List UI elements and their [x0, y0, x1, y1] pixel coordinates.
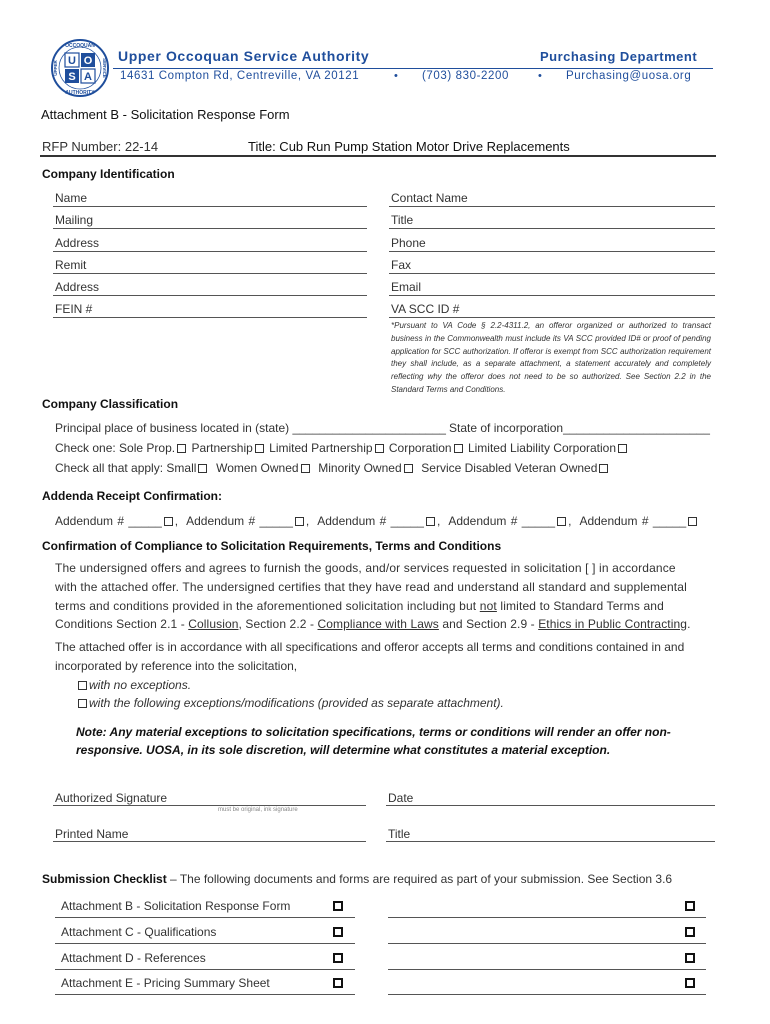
fax-label: Fax	[391, 258, 412, 272]
addendum-2[interactable]: Addendum # _____	[186, 514, 293, 528]
p1-line4-d: .	[687, 617, 691, 631]
logo-ring-left: UPPER	[53, 60, 58, 76]
sdvo-checkbox[interactable]	[599, 464, 608, 473]
option-sdvo: Service Disabled Veteran Owned	[421, 461, 598, 475]
mailing-label: Mailing	[55, 213, 94, 227]
checklist-item-2-rule	[55, 943, 355, 944]
checklist-item-3-checkbox[interactable]	[333, 953, 343, 963]
p1-line4-a: Conditions Section 2.1 -	[55, 617, 189, 631]
women-owned-checkbox[interactable]	[301, 464, 310, 473]
checklist-extra-3-field[interactable]	[388, 969, 706, 970]
title-label: Title	[391, 213, 414, 227]
checklist-item-2: Attachment C - Qualifications	[61, 925, 217, 939]
compliance-p1-line3	[55, 599, 664, 613]
checklist-item-3: Attachment D - References	[61, 951, 206, 965]
check-all-label: Check all that apply:	[55, 461, 164, 475]
checklist-item-2-checkbox[interactable]	[333, 927, 343, 937]
fein-field[interactable]	[53, 317, 367, 318]
name-label: Name	[55, 191, 88, 205]
p1-line4-b: , Section 2.2 -	[238, 617, 318, 631]
logo-letter-a: A	[84, 71, 92, 83]
checklist-extra-4-field[interactable]	[388, 994, 706, 995]
bullet-2: •	[538, 70, 542, 82]
addendum-5-checkbox[interactable]	[688, 517, 697, 526]
addendum-5[interactable]: Addendum # _____	[579, 514, 687, 528]
check-all-row	[55, 461, 610, 475]
mailing-address-label: Address	[55, 236, 100, 250]
classification-heading: Company Classification	[42, 397, 179, 411]
remit-field[interactable]	[53, 273, 367, 274]
form-title: Attachment B - Solicitation Response Form	[41, 107, 290, 122]
collusion-link[interactable]: Collusion	[188, 617, 239, 631]
authorized-signature-label: Authorized Signature	[55, 791, 168, 805]
addendum-4-checkbox[interactable]	[557, 517, 566, 526]
address: 14631 Compton Rd, Centreville, VA 20121	[120, 70, 360, 82]
authorized-signature-field[interactable]	[53, 805, 366, 806]
phone-label: Phone	[391, 236, 426, 250]
signature-hint: must be original, ink signature	[218, 807, 298, 813]
remit-address-label: Address	[55, 280, 100, 294]
no-exceptions-label: with no exceptions.	[89, 678, 192, 692]
option-sole-prop: Sole Prop.	[119, 441, 176, 455]
rfp-title: Title: Cub Run Pump Station Motor Drive Replacements	[248, 139, 570, 154]
mailing-field[interactable]	[53, 228, 367, 229]
check-one-label: Check one:	[55, 441, 116, 455]
addendum-4[interactable]: Addendum # _____	[448, 514, 556, 528]
scc-note: *Pursuant to VA Code § 2.2-4311.2, an offeror organized or authorized to transact business in the Commonwealth must include its VA SCC provided ID# or proof of pending application for SCC authorization. If offeror is exempt from SCC authorization requirement they shall include, as a separate attachment, a statement accurately and completely reflecting why the offeror does not need to be so authorized. See Section 2.2 in the Standard Terms and Conditions.	[391, 321, 711, 394]
contact-name-field[interactable]	[389, 206, 715, 207]
name-field[interactable]	[53, 206, 367, 207]
logo-ring-bottom: AUTHORITY	[65, 90, 95, 96]
checklist-extra-1-field[interactable]	[388, 917, 706, 918]
addendum-1[interactable]: Addendum # _____	[55, 514, 162, 528]
date-field[interactable]	[386, 805, 715, 806]
with-exceptions-label: with the following exceptions/modifications (provided as separate attachment).	[89, 696, 504, 710]
compliance-with-laws-link[interactable]: Compliance with Laws	[317, 617, 439, 631]
logo-ring-top: OCCOQUAN	[65, 43, 95, 49]
va-scc-label: VA SCC ID #	[391, 302, 460, 316]
uosa-logo	[50, 38, 110, 98]
email-label: Email	[391, 280, 422, 294]
va-scc-field[interactable]	[389, 317, 715, 318]
corporation-checkbox[interactable]	[454, 444, 463, 453]
option-limited-partnership: Limited Partnership	[269, 441, 373, 455]
checklist-item-4-rule	[55, 994, 355, 995]
note-line2: responsive. UOSA, in its sole discretion, will determine what constitutes a material exception.	[76, 743, 611, 757]
option-corporation: Corporation	[388, 441, 452, 455]
remit-address-field[interactable]	[53, 295, 367, 296]
mailing-address-field[interactable]	[53, 251, 367, 252]
note-line1: Note: Any material exceptions to solicitation specifications, terms or conditions will render an offer non-	[76, 725, 671, 739]
compliance-p1-line1: The undersigned offers and agrees to furnish the goods, and/or services requested in solicitation [ ] in accordance	[55, 561, 676, 575]
addenda-row: Addendum # _____ , Addendum # _____ , Addendum # _____ , Addendum # _____ , Addendum # _____	[55, 514, 699, 528]
compliance-p1-line4	[55, 617, 691, 631]
signature-title-field[interactable]	[386, 841, 715, 842]
not-underlined: not	[479, 599, 497, 613]
exception-option-2	[76, 696, 504, 710]
checklist-description: – The following documents and forms are required as part of your submission. See Section 3.6	[166, 872, 673, 886]
llc-checkbox[interactable]	[618, 444, 627, 453]
logo-ring-right: SERVICE	[102, 58, 107, 78]
addendum-2-checkbox[interactable]	[295, 517, 304, 526]
checklist-item-1-rule	[55, 917, 355, 918]
bullet-1: •	[394, 70, 398, 82]
checklist-extra-2-field[interactable]	[388, 943, 706, 944]
minority-owned-checkbox[interactable]	[404, 464, 413, 473]
logo-letter-o: O	[83, 55, 93, 67]
contact-name-label: Contact Name	[391, 191, 468, 205]
small-checkbox[interactable]	[198, 464, 207, 473]
checklist-extra-4-checkbox[interactable]	[685, 978, 695, 988]
ethics-link[interactable]: Ethics in Public Contracting	[538, 617, 688, 631]
phone-field[interactable]	[389, 251, 715, 252]
option-llc: Limited Liability Corporation	[467, 441, 617, 455]
remit-label: Remit	[55, 258, 87, 272]
org-name: Upper Occoquan Service Authority	[118, 48, 370, 64]
compliance-heading: Confirmation of Compliance to Solicitation Requirements, Terms and Conditions	[42, 539, 502, 553]
option-partnership: Partnership	[191, 441, 253, 455]
checklist-extra-3-checkbox[interactable]	[685, 953, 695, 963]
title-field[interactable]	[389, 228, 715, 229]
option-minority-owned: Minority Owned	[318, 461, 402, 475]
limited-partnership-checkbox[interactable]	[375, 444, 384, 453]
option-women-owned: Women Owned	[216, 461, 299, 475]
option-small: Small	[166, 461, 197, 475]
department-name: Purchasing Department	[540, 49, 698, 64]
email-link[interactable]: Purchasing@uosa.org	[566, 70, 692, 82]
printed-name-label: Printed Name	[55, 827, 129, 841]
compliance-p1-line2: with the attached offer. The undersigned certifies that they have read and understand all standard and supplemental	[55, 580, 687, 594]
compliance-p2-line2: incorporated by reference into the solicitation,	[55, 659, 298, 673]
checklist-heading: Submission Checklist	[42, 872, 167, 886]
p1-line3-b: limited to Standard Terms and	[496, 599, 664, 613]
exception-option-1	[76, 678, 191, 692]
sole-prop-checkbox[interactable]	[177, 444, 186, 453]
checklist-item-1-checkbox[interactable]	[333, 901, 343, 911]
rfp-rule	[40, 155, 716, 157]
fax-field[interactable]	[389, 273, 715, 274]
addendum-3[interactable]: Addendum # _____	[317, 514, 424, 528]
phone: (703) 830-2200	[422, 70, 510, 82]
check-one-row	[55, 441, 629, 455]
addendum-1-checkbox[interactable]	[164, 517, 173, 526]
signature-title-label: Title	[388, 827, 411, 841]
logo-letter-u: U	[68, 55, 76, 67]
addenda-heading: Addenda Receipt Confirmation:	[42, 489, 223, 503]
state-line[interactable]: Principal place of business located in (state) _______________________	[55, 421, 446, 435]
checklist-extra-1-checkbox[interactable]	[685, 901, 695, 911]
checklist-extra-2-checkbox[interactable]	[685, 927, 695, 937]
email-field[interactable]	[389, 295, 715, 296]
checklist-item-4: Attachment E - Pricing Summary Sheet	[61, 976, 270, 990]
checklist-heading-row	[42, 872, 672, 886]
partnership-checkbox[interactable]	[255, 444, 264, 453]
logo-letter-s: S	[68, 71, 76, 83]
addendum-3-checkbox[interactable]	[426, 517, 435, 526]
checklist-item-3-rule	[55, 969, 355, 970]
p1-line4-c: and Section 2.9 -	[438, 617, 539, 631]
compliance-p2-line1: The attached offer is in accordance with all specifications and offeror accepts all terms and conditions contained in and	[55, 640, 685, 654]
no-exceptions-checkbox[interactable]	[78, 681, 87, 690]
checklist-item-1: Attachment B - Solicitation Response Form	[61, 899, 291, 913]
incorporation-line[interactable]: State of incorporation______________________	[449, 421, 710, 435]
printed-name-field[interactable]	[53, 841, 366, 842]
rfp-number: RFP Number: 22-14	[42, 139, 159, 154]
fein-label: FEIN #	[55, 302, 93, 316]
with-exceptions-checkbox[interactable]	[78, 699, 87, 708]
date-label: Date	[388, 791, 414, 805]
header-rule	[113, 68, 713, 69]
checklist-item-4-checkbox[interactable]	[333, 978, 343, 988]
company-id-heading: Company Identification	[42, 167, 175, 181]
p1-line3-a: terms and conditions provided in the aforementioned solicitation including but	[55, 599, 480, 613]
